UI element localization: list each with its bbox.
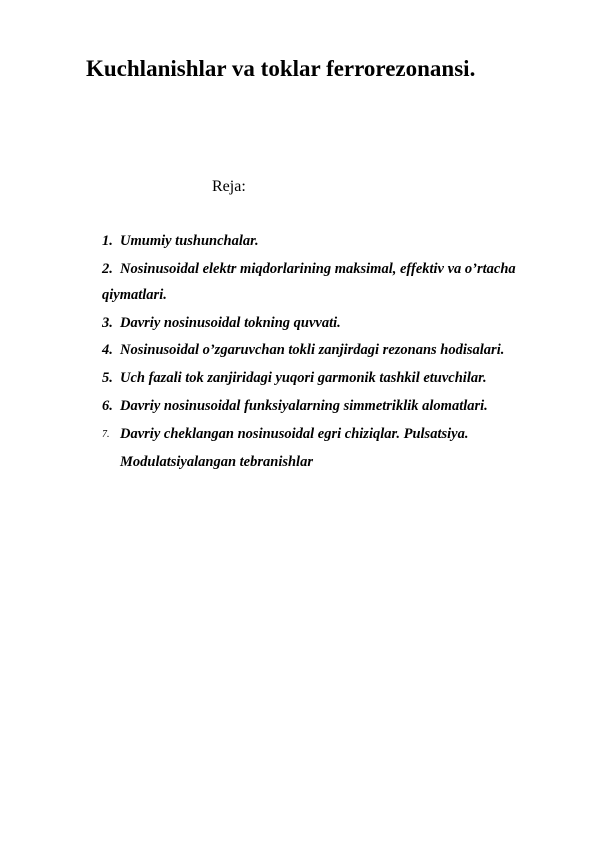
item-text: Umumiy tushunchalar.	[120, 233, 259, 249]
item-text: Davriy nosinusoidal funksiyalarning simmetriklik alomatlari.	[120, 398, 488, 414]
document-title: Kuchlanishlar va toklar ferrorezonansi.	[86, 56, 476, 81]
item-number: 5.	[102, 370, 113, 386]
item-number: 3.	[102, 315, 113, 331]
item-text: Nosinusoidal elektr miqdorlarining maksimal, effektiv va o’rtacha	[120, 261, 516, 277]
item-text: Uch fazali tok zanjiridagi yuqori garmonik tashkil etuvchilar.	[120, 370, 487, 386]
item-text: Davriy cheklangan nosinusoidal egri chiziqlar. Pulsatsiya.	[120, 426, 469, 442]
item-text: Nosinusoidal o’zgaruvchan tokli zanjirdagi rezonans hodisalari.	[120, 342, 505, 358]
item-number: 2.	[102, 261, 113, 277]
item-text: Davriy nosinusoidal tokning quvvati.	[120, 315, 341, 331]
item-number: 7.	[102, 429, 110, 440]
item-text-continuation: qiymatlari.	[102, 287, 167, 303]
item-number: 1.	[102, 233, 113, 249]
item-number: 4.	[102, 342, 113, 358]
plan-heading: Reja:	[212, 178, 246, 195]
item-number: 6.	[102, 398, 113, 414]
item-text-continuation: Modulatsiyalangan tebranishlar	[120, 454, 313, 470]
